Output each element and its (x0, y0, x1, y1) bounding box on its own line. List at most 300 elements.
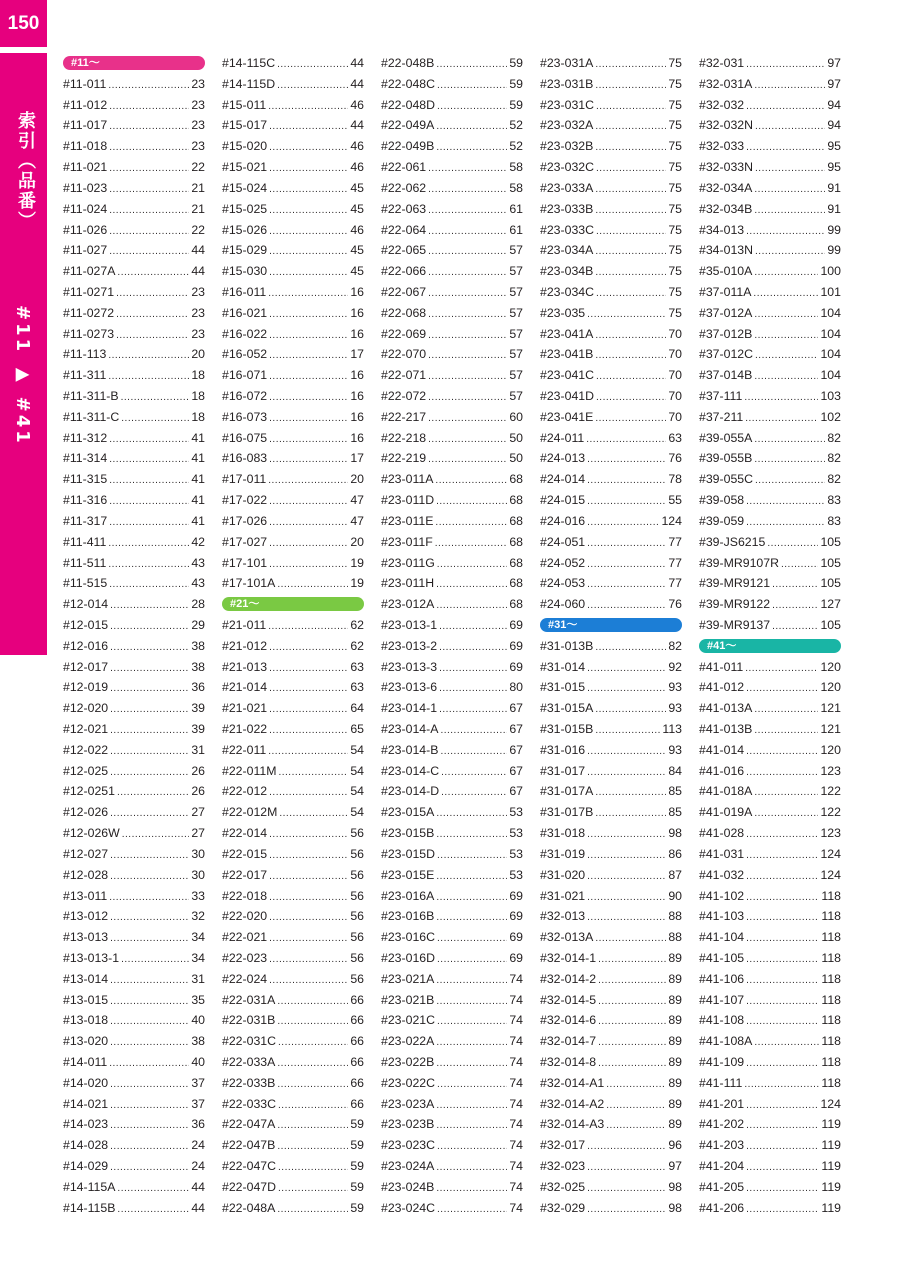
product-code: #12-014 (63, 597, 109, 612)
dot-leader (269, 242, 348, 263)
page-ref: 41 (191, 493, 205, 508)
index-entry (222, 990, 364, 1011)
index-entry (63, 490, 205, 511)
page-ref: 74 (509, 971, 523, 986)
product-code: #31-015B (540, 722, 594, 736)
dot-leader (277, 1116, 348, 1137)
page-ref: 23 (191, 284, 205, 299)
page-ref: 44 (191, 1179, 205, 1194)
product-code: #17-026 (222, 513, 268, 528)
index-entry (699, 719, 841, 740)
page-ref: 105 (820, 534, 841, 549)
index-entry (222, 1135, 364, 1156)
product-code: #23-034C (540, 284, 595, 299)
page-ref: 29 (191, 617, 205, 632)
index-entry (699, 1135, 841, 1156)
dot-leader (269, 971, 348, 992)
page-ref: 96 (668, 1138, 682, 1153)
index-entry (63, 1156, 205, 1177)
index-entry (540, 1135, 682, 1156)
index-entry (699, 1073, 841, 1094)
dot-leader (109, 97, 189, 118)
index-entry (222, 1156, 364, 1177)
page-ref: 56 (350, 909, 364, 924)
index-entry (381, 220, 523, 241)
page-ref: 19 (350, 576, 364, 591)
product-code: #37-012A (699, 305, 753, 320)
page-ref: 74 (509, 1096, 523, 1111)
page-ref: 27 (191, 826, 205, 841)
dot-leader (269, 180, 348, 201)
product-code: #32-014-7 (540, 1034, 597, 1049)
dot-leader (595, 700, 666, 721)
index-entry (381, 532, 523, 553)
page-ref: 83 (827, 493, 841, 508)
index-entry (381, 74, 523, 95)
page-ref: 82 (827, 430, 841, 445)
product-code: #32-014-A2 (540, 1096, 605, 1111)
dot-leader (110, 971, 189, 992)
dot-leader (754, 263, 818, 284)
dot-leader (746, 1200, 819, 1221)
dot-leader (117, 263, 189, 284)
index-entry (381, 657, 523, 678)
dot-leader (269, 492, 348, 513)
dot-leader (278, 763, 348, 784)
dot-leader (109, 430, 189, 451)
dot-leader (781, 555, 818, 576)
index-entry (381, 1198, 523, 1219)
dot-leader (110, 867, 189, 888)
page-ref: 97 (827, 56, 841, 70)
index-entry (540, 178, 682, 199)
index-entry (540, 1010, 682, 1031)
index-entry (381, 303, 523, 324)
dot-leader (595, 180, 666, 201)
page-ref: 57 (509, 389, 523, 403)
page-ref: 82 (668, 638, 682, 653)
index-entry (63, 636, 205, 657)
product-code: #21-022 (222, 722, 268, 736)
product-code: #41-106 (699, 971, 745, 986)
index-entry (381, 636, 523, 657)
dot-leader (441, 783, 507, 804)
index-entry (381, 178, 523, 199)
product-code: #11-317 (63, 513, 108, 528)
index-entry (699, 178, 841, 199)
dot-leader (110, 846, 189, 867)
dot-leader (110, 659, 189, 680)
index-entry (699, 261, 841, 282)
index-entry (63, 553, 205, 574)
dot-leader (754, 180, 825, 201)
page-ref: 56 (350, 971, 364, 986)
product-code: #22-049A (381, 118, 435, 133)
page-ref: 44 (350, 76, 364, 91)
dot-leader (428, 367, 507, 388)
index-entry (222, 1114, 364, 1135)
product-code: #22-218 (381, 430, 427, 445)
page-ref: 124 (661, 513, 682, 528)
dot-leader (746, 908, 819, 929)
product-code: #31-020 (540, 867, 586, 882)
index-entry (540, 823, 682, 844)
page-ref: 56 (350, 888, 364, 903)
page-ref: 62 (350, 617, 364, 632)
product-code: #32-014-1 (540, 950, 597, 965)
dot-leader (598, 1033, 666, 1054)
page-ref: 68 (509, 534, 523, 549)
index-entry (222, 220, 364, 241)
product-code: #11-515 (63, 576, 108, 591)
dot-leader (595, 201, 666, 222)
dot-leader (437, 929, 507, 950)
page-ref: 23 (191, 326, 205, 341)
dot-leader (587, 534, 666, 555)
index-entry (699, 344, 841, 365)
dot-leader (269, 222, 348, 243)
index-entry (381, 386, 523, 407)
page-ref: 118 (821, 1075, 841, 1090)
product-code: #22-062 (381, 180, 427, 195)
dot-leader (436, 1033, 507, 1054)
index-entry (699, 1010, 841, 1031)
page-ref: 30 (191, 867, 205, 882)
index-entry (699, 573, 841, 594)
dot-leader (269, 346, 348, 367)
dot-leader (268, 617, 348, 638)
page-ref: 70 (668, 347, 682, 362)
product-code: #11-012 (63, 97, 108, 112)
product-code: #22-033B (222, 1075, 276, 1090)
dot-leader (767, 534, 818, 555)
page-ref: 47 (350, 493, 364, 508)
dot-leader (435, 534, 508, 555)
product-code: #23-015E (381, 867, 435, 882)
index-entry (222, 1073, 364, 1094)
page-ref: 74 (509, 1117, 523, 1132)
page-ref: 74 (509, 1055, 523, 1069)
page-ref: 104 (820, 347, 841, 362)
page-ref: 93 (668, 680, 682, 695)
index-entry (63, 95, 205, 116)
page-ref: 36 (191, 680, 205, 695)
index-entry (540, 136, 682, 157)
product-code: #41-203 (699, 1138, 745, 1153)
product-code: #15-025 (222, 201, 268, 216)
index-entry (540, 761, 682, 782)
index-entry (540, 344, 682, 365)
page-ref: 41 (191, 472, 205, 487)
index-entry (63, 615, 205, 636)
index-entry (63, 469, 205, 490)
dot-leader (440, 721, 507, 742)
page-ref: 119 (821, 1159, 841, 1174)
index-entry (540, 802, 682, 823)
index-entry (63, 365, 205, 386)
product-code: #12-026 (63, 805, 109, 820)
product-code: #23-011D (381, 493, 435, 508)
page-ref: 99 (827, 243, 841, 258)
product-code: #14-011 (63, 1055, 108, 1069)
page-ref: 118 (821, 909, 841, 924)
page-ref: 124 (820, 846, 841, 861)
product-code: #34-013N (699, 243, 754, 258)
index-entry (63, 698, 205, 719)
dot-leader (746, 55, 825, 76)
page-ref: 104 (820, 326, 841, 341)
page-ref: 87 (668, 867, 682, 882)
product-code: #41-013A (699, 701, 753, 716)
product-code: #23-021B (381, 992, 435, 1007)
page-ref: 57 (509, 368, 523, 383)
dot-leader (428, 284, 507, 305)
dot-leader (598, 950, 666, 971)
page-ref: 26 (191, 763, 205, 778)
index-entry (381, 553, 523, 574)
product-code: #23-031B (540, 76, 594, 91)
page-ref: 68 (509, 597, 523, 612)
product-code: #22-064 (381, 222, 427, 237)
product-code: #37-012C (699, 347, 754, 362)
dot-leader (109, 888, 189, 909)
index-entry (699, 532, 841, 553)
dot-leader (772, 596, 818, 617)
index-column-5 (699, 53, 841, 1219)
index-entry (540, 74, 682, 95)
dot-leader (596, 284, 666, 305)
page-ref: 113 (662, 722, 682, 736)
dot-leader (269, 908, 348, 929)
product-code: #41-014 (699, 742, 745, 757)
product-code: #24-051 (540, 534, 586, 549)
index-entry (381, 927, 523, 948)
dot-leader (606, 1075, 666, 1096)
page-ref: 59 (350, 1200, 364, 1215)
dot-leader (110, 929, 189, 950)
dot-leader (269, 117, 348, 138)
product-code: #13-015 (63, 992, 109, 1007)
dot-leader (117, 1200, 189, 1221)
page-ref: 53 (509, 846, 523, 861)
page-ref: 97 (827, 76, 841, 91)
dot-leader (595, 138, 666, 159)
dot-leader (277, 55, 348, 76)
page-ref: 35 (191, 992, 205, 1007)
product-code: #13-018 (63, 1013, 109, 1028)
product-code: #13-013 (63, 930, 109, 945)
index-entry (540, 532, 682, 553)
product-code: #12-025 (63, 763, 109, 778)
page-ref: 40 (191, 1013, 205, 1028)
dot-leader (595, 55, 666, 76)
index-entry (381, 53, 523, 74)
dot-leader (110, 638, 189, 659)
product-code: #11-023 (63, 180, 108, 195)
index-entry (540, 698, 682, 719)
dot-leader (587, 888, 666, 909)
page-ref: 53 (509, 826, 523, 841)
dot-leader (754, 430, 825, 451)
product-code: #22-015 (222, 846, 268, 861)
dot-leader (110, 596, 189, 617)
page-ref: 66 (350, 992, 364, 1007)
product-code: #31-018 (540, 826, 586, 841)
page-ref: 95 (827, 160, 841, 175)
product-code: #17-011 (222, 472, 267, 487)
dot-leader (428, 326, 507, 347)
page-ref: 94 (827, 97, 841, 112)
index-entry (381, 95, 523, 116)
page-ref: 16 (350, 326, 364, 341)
dot-leader (109, 492, 189, 513)
dot-leader (436, 117, 507, 138)
product-code: #23-041A (540, 326, 594, 341)
page-ref: 65 (350, 722, 364, 736)
page-ref: 105 (820, 617, 841, 632)
page-ref: 67 (509, 742, 523, 757)
index-entry (381, 594, 523, 615)
product-code: #15-026 (222, 222, 268, 237)
dot-leader (587, 555, 666, 576)
dot-leader (755, 159, 825, 180)
dot-leader (110, 700, 189, 721)
dot-leader (437, 97, 507, 118)
product-code: #22-033A (222, 1055, 276, 1069)
index-entry (63, 677, 205, 698)
dot-leader (436, 1158, 507, 1179)
product-code: #22-069 (381, 326, 427, 341)
dot-leader (108, 76, 189, 97)
product-code: #23-024B (381, 1179, 435, 1194)
index-entry (381, 199, 523, 220)
page-ref: 16 (350, 305, 364, 320)
page-ref: 38 (191, 638, 205, 653)
index-entry (699, 157, 841, 178)
product-code: #11-021 (63, 160, 108, 175)
index-entry (63, 657, 205, 678)
product-code: #22-071 (381, 368, 427, 383)
dot-leader (108, 367, 189, 388)
dot-leader (596, 97, 666, 118)
dot-leader (117, 1179, 189, 1200)
product-code: #37-211 (699, 409, 744, 424)
index-entry (699, 677, 841, 698)
product-code: #23-014-B (381, 742, 439, 757)
page-ref: 50 (509, 430, 523, 445)
page-ref: 45 (350, 201, 364, 216)
index-entry (699, 428, 841, 449)
index-entry (222, 448, 364, 469)
page-ref: 54 (350, 784, 364, 799)
product-code: #41-201 (699, 1096, 745, 1111)
index-entry (381, 282, 523, 303)
page-ref: 16 (350, 409, 364, 424)
page-ref: 78 (668, 472, 682, 487)
dot-leader (269, 555, 348, 576)
dot-leader (269, 929, 348, 950)
dot-leader (439, 617, 507, 638)
page-ref: 68 (509, 472, 523, 487)
page-ref: 57 (509, 284, 523, 299)
product-code: #24-014 (540, 472, 586, 487)
section-header: #21〜 (222, 597, 364, 611)
page-ref: 56 (350, 950, 364, 965)
index-entry (381, 1135, 523, 1156)
dot-leader (435, 513, 507, 534)
product-code: #41-202 (699, 1117, 745, 1132)
page-ref: 120 (820, 680, 841, 695)
page-ref: 70 (668, 368, 682, 383)
index-entry (699, 220, 841, 241)
index-entry (63, 240, 205, 261)
page-ref: 59 (350, 1138, 364, 1153)
dot-leader (437, 1012, 507, 1033)
index-entry (540, 220, 682, 241)
dot-leader (116, 326, 189, 347)
product-code: #41-031 (699, 846, 745, 861)
page-ref: 118 (821, 992, 841, 1007)
dot-leader (121, 388, 190, 409)
product-code: #21-011 (222, 617, 267, 632)
product-code: #11-018 (63, 139, 108, 154)
product-code: #23-013-3 (381, 659, 438, 674)
product-code: #22-011M (222, 763, 277, 778)
page-ref: 118 (821, 1034, 841, 1049)
product-code: #22-023 (222, 950, 268, 965)
dot-leader (278, 1033, 348, 1054)
dot-leader (596, 222, 666, 243)
product-code: #31-017B (540, 805, 594, 820)
dot-leader (109, 575, 189, 596)
dot-leader (598, 992, 666, 1013)
product-code: #41-011 (699, 659, 744, 674)
product-code: #37-012B (699, 326, 753, 341)
dot-leader (122, 825, 190, 846)
page-ref: 74 (509, 1179, 523, 1194)
product-code: #23-033B (540, 201, 594, 216)
index-entry (381, 240, 523, 261)
page-ref: 74 (509, 1200, 523, 1215)
page-ref: 104 (820, 305, 841, 320)
product-code: #16-083 (222, 451, 268, 466)
index-entry (63, 115, 205, 136)
dot-leader (428, 180, 507, 201)
product-code: #23-041E (540, 409, 594, 424)
index-entry (699, 844, 841, 865)
product-code: #11-311-B (63, 389, 119, 403)
index-entry (381, 1156, 523, 1177)
product-code: #22-048C (381, 76, 436, 91)
product-code: #31-013B (540, 638, 594, 653)
index-entry (699, 469, 841, 490)
page-ref: 57 (509, 326, 523, 341)
index-entry (540, 490, 682, 511)
page-ref: 89 (668, 1096, 682, 1111)
page-ref: 54 (350, 742, 364, 757)
dot-leader (587, 659, 666, 680)
page-ref: 69 (509, 638, 523, 653)
page-ref: 77 (668, 576, 682, 591)
dot-leader (587, 492, 666, 513)
index-entry (540, 927, 682, 948)
product-code: #41-206 (699, 1200, 745, 1215)
dot-leader (436, 1054, 507, 1075)
product-code: #24-052 (540, 555, 586, 570)
dot-leader (746, 971, 819, 992)
page-ref: 59 (350, 1117, 364, 1132)
index-entry (699, 823, 841, 844)
